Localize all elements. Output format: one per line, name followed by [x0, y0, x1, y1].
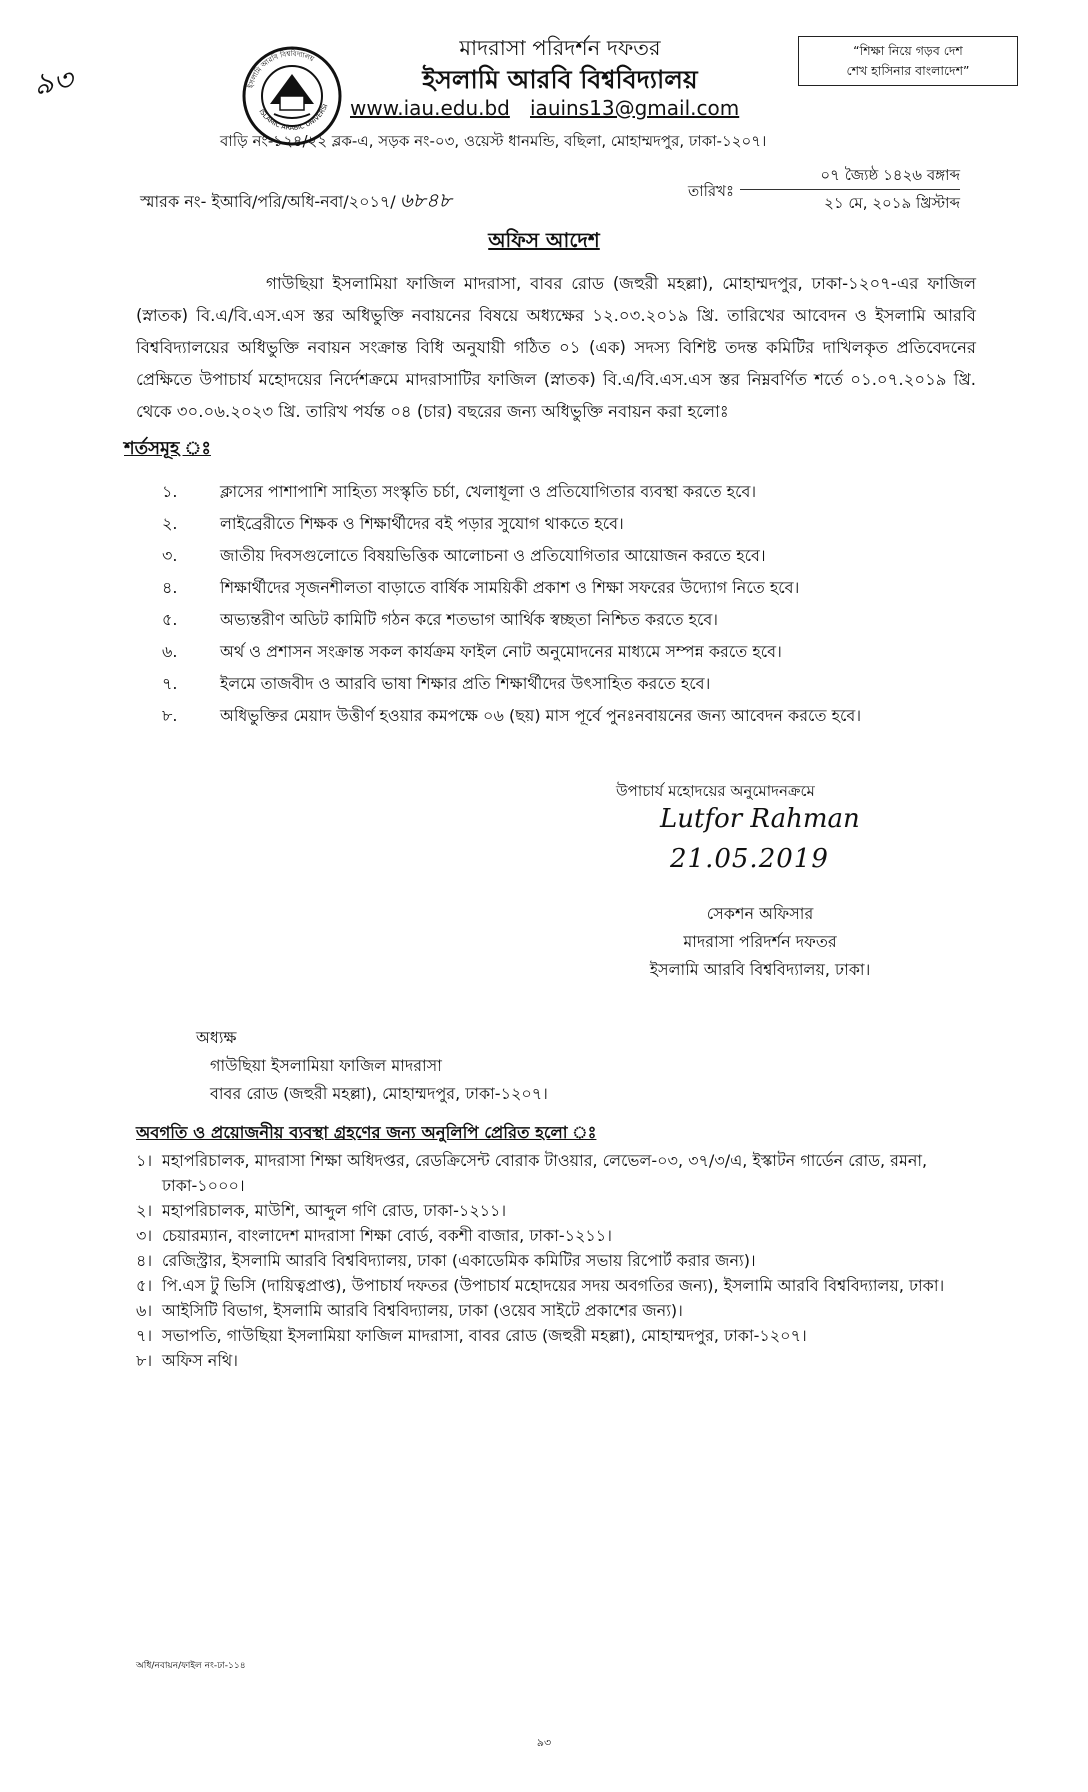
- email-link[interactable]: iauins13@gmail.com: [530, 96, 740, 120]
- conditions-title: শর্তসমূহ ঃ: [124, 438, 211, 459]
- condition-text: অভ্যন্তরীণ অডিট কামিটি গঠন করে শতভাগ আর্থিক স্বচ্ছতা নিশ্চিত করতে হবে।: [220, 610, 719, 629]
- slogan-line-1: “শিক্ষা নিয়ে গড়ব দেশ: [853, 43, 963, 58]
- office-address: বাড়ি নং-১২৪/২২ ব্লক-এ, সড়ক নং-০৩, ওয়েস্ট ধানমন্ডি, বছিলা, মোহাম্মদপুর, ঢাকা-১২০৭।: [220, 132, 767, 150]
- cc-title: অবগতি ও প্রয়োজনীয় ব্যবস্থা গ্রহণের জন্য অনুলিপি প্রেরিত হলো ঃ: [136, 1123, 597, 1142]
- condition-text: জাতীয় দিবসগুলোতে বিষয়ভিত্তিক আলোচনা ও প্রতিযোগিতার আয়োজন করতে হবে।: [220, 546, 766, 565]
- order-body: গাউছিয়া ইসলামিয়া ফাজিল মাদরাসা, বাবর রোড (জহুরী মহল্লা), মোহাম্মদপুর, ঢাকা-১২০৭-এর ফাজিল (স্নাতক) বি.এ/বি.এস.এস স্তর অধিভুক্তি নবায়নের বিষয়ে অধ্যক্ষের ১২.০৩.২০১৯ খ্রি. তারিখের আবেদন ও ইসলামি আরবি বিশ্ববিদ্যালয়ের অধিভুক্তি নবায়ন সংক্রান্ত বিধি অনুযায়ী গঠিত ০১ (এক) সদস্য বিশিষ্ট তদন্ত কমিটির দাখিলকৃত প্রতিবেদনের প্রেক্ষিতে উপাচার্য মহোদয়ের নির্দেশক্রমে মাদরাসাটির ফাজিল (স্নাতক) বি.এ/বি.এস.এস স্তর নিম্নবর্ণিত শর্তে ০১.০৭.২০১৯ খ্রি. থেকে ৩০.০৬.২০২৩ খ্রি. তারিখ পর্যন্ত ০৪ (চার) বছরের জন্য অধিভুক্তি নবায়ন করা হলোঃ: [136, 274, 976, 421]
- cc-item: [136, 1223, 976, 1248]
- cc-text: পি.এস টু ভিসি (দায়িত্বপ্রাপ্ত), উপাচার্য দফতর (উপাচার্য মহোদয়ের সদয় অবগতির জন্য), ইসলামি আরবি বিশ্ববিদ্যালয়, ঢাকা।: [162, 1276, 945, 1295]
- signatory-university: ইসলামি আরবি বিশ্ববিদ্যালয়, ঢাকা।: [649, 960, 871, 979]
- cc-list: [136, 1148, 976, 1373]
- condition-number: ২.: [162, 514, 178, 533]
- condition-text: অর্থ ও প্রশাসন সংক্রান্ত সকল কার্যক্রম ফাইল নোট অনুমোদনের মাধ্যমে সম্পন্ন করতে হবে।: [220, 642, 782, 661]
- slogan-line-2: শেখ হাসিনার বাংলাদেশ”: [846, 63, 970, 78]
- document-title-wrap: [0, 226, 1088, 259]
- condition-number: ৪.: [162, 578, 178, 597]
- handwritten-signature: Lutfor Rahman: [660, 804, 860, 834]
- cc-number: ১।: [136, 1151, 153, 1170]
- cc-item: [136, 1298, 976, 1323]
- cc-text: চেয়ারম্যান, বাংলাদেশ মাদরাসা শিক্ষা বোর্ড, বকশী বাজার, ঢাকা-১২১১।: [162, 1226, 612, 1245]
- condition-text: অধিভুক্তির মেয়াদ উত্তীর্ণ হওয়ার কমপক্ষে ০৬ (ছয়) মাস পূর্বে পুনঃনবায়নের জন্য আবেদন করতে হবে।: [220, 706, 862, 725]
- date-label: তারিখঃ: [688, 182, 734, 200]
- condition-item: [162, 636, 1042, 668]
- condition-item: [162, 700, 1042, 732]
- condition-text: ইলমে তাজবীদ ও আরবি ভাষা শিক্ষার প্রতি শিক্ষার্থীদের উৎসাহিত করতে হবে।: [220, 674, 711, 693]
- cc-text: মহাপরিচালক, মাদরাসা শিক্ষা অধিদপ্তর, রেডক্রিসেন্ট বোরাক টাওয়ার, লেভেল-০৩, ৩৭/৩/এ, ইস্কাটন গার্ডেন রোড, রমনা, ঢাকা-১০০০।: [162, 1151, 928, 1195]
- condition-item: [162, 508, 1042, 540]
- condition-text: শিক্ষার্থীদের সৃজনশীলতা বাড়াতে বার্ষিক সাময়িকী প্রকাশ ও শিক্ষা সফরের উদ্যোগ নিতে হবে।: [220, 578, 800, 597]
- university-name: ইসলামি আরবি বিশ্ববিদ্যালয়: [422, 65, 698, 94]
- document-title: অফিস আদেশ: [488, 228, 600, 252]
- recipient-block: [196, 1024, 548, 1108]
- cc-text: মহাপরিচালক, মাউশি, আব্দুল গণি রোড, ঢাকা-১২১১।: [162, 1201, 507, 1220]
- signatory-block: [560, 900, 960, 984]
- svg-text:ISLAMIC ARABIC UNIVERSITY: ISLAMIC ARABIC UNIVERSI: [257, 102, 330, 132]
- memo-number: ৬৮৪৮: [399, 188, 452, 212]
- condition-number: ৬.: [162, 642, 178, 661]
- condition-item: [162, 476, 1042, 508]
- condition-item: [162, 540, 1042, 572]
- memo-label: স্মারক নং- ইআবি/পরি/অধি-নবা/২০১৭/: [140, 192, 396, 211]
- signatory-designation: সেকশন অফিসার: [706, 904, 814, 923]
- condition-number: ১.: [162, 482, 178, 501]
- svg-text:ইসলামি আরবি বিশ্ববিদ্যালয়: ইসলামি আরবি বিশ্ববিদ্যালয়: [246, 49, 316, 89]
- condition-text: লাইব্রেরীতে শিক্ষক ও শিক্ষার্থীদের বই পড়ার সুযোগ থাকতে হবে।: [220, 514, 624, 533]
- recipient-institution: গাউছিয়া ইসলামিয়া ফাজিল মাদরাসা: [210, 1056, 442, 1075]
- cc-number: ৪।: [136, 1251, 153, 1270]
- cc-text: আইসিটি বিভাগ, ইসলামি আরবি বিশ্ববিদ্যালয়, ঢাকা (ওয়েব সাইটে প্রকাশের জন্য)।: [162, 1301, 683, 1320]
- file-reference-footnote: অধি/নবায়ন/ফাইল নং-ঢা-১১৪: [136, 1661, 246, 1671]
- condition-item: [162, 668, 1042, 700]
- cc-number: ৭।: [136, 1326, 153, 1345]
- recipient-address: বাবর রোড (জহুরী মহল্লা), মোহাম্মদপুর, ঢাকা-১২০৭।: [210, 1084, 548, 1103]
- cc-number: ৩।: [136, 1226, 153, 1245]
- cc-item: [136, 1323, 976, 1348]
- cc-text: রেজিস্ট্রার, ইসলামি আরবি বিশ্ববিদ্যালয়, ঢাকা (একাডেমিক কমিটির সভায় রিপোর্ট করার জন্য)।: [162, 1251, 756, 1270]
- page-number: ৯৩: [536, 1736, 552, 1749]
- website-link[interactable]: www.iau.edu.bd: [350, 96, 510, 120]
- signatory-office: মাদরাসা পরিদর্শন দফতর: [683, 932, 837, 951]
- office-name: মাদরাসা পরিদর্শন দফতর: [459, 36, 661, 60]
- cc-text: সভাপতি, গাউছিয়া ইসলামিয়া ফাজিল মাদরাসা, বাবর রোড (জহুরী মহল্লা), মোহাম্মদপুর, ঢাকা-১২০৭।: [162, 1326, 807, 1345]
- date-bangla: ০৭ জ্যৈষ্ঠ ১৪২৬ বঙ্গাব্দ: [740, 164, 960, 190]
- condition-item: [162, 572, 1042, 604]
- cc-item: [136, 1198, 976, 1223]
- margin-page-number: ৯৩: [31, 62, 76, 103]
- approval-note: উপাচার্য মহোদয়ের অনুমোদনক্রমে: [616, 782, 815, 800]
- condition-item: [162, 604, 1042, 636]
- condition-text: ক্লাসের পাশাপাশি সাহিত্য সংস্কৃতি চর্চা, খেলাধূলা ও প্রতিযোগিতার ব্যবস্থা করতে হবে।: [220, 482, 757, 501]
- cc-number: ৬।: [136, 1301, 153, 1320]
- cc-item: [136, 1148, 976, 1198]
- conditions-list: [162, 476, 1042, 732]
- condition-number: ৩.: [162, 546, 178, 565]
- cc-item: [136, 1273, 976, 1298]
- signature-date: 21.05.2019: [670, 844, 829, 874]
- condition-number: ৭.: [162, 674, 178, 693]
- condition-number: ৮.: [162, 706, 178, 725]
- cc-number: ২।: [136, 1201, 153, 1220]
- cc-number: ৮।: [136, 1351, 153, 1370]
- cc-item: [136, 1348, 976, 1373]
- condition-number: ৫.: [162, 610, 178, 629]
- memo-reference: [140, 186, 452, 219]
- cc-number: ৫।: [136, 1276, 153, 1295]
- cc-item: [136, 1248, 976, 1273]
- date-gregorian: ২১ মে, ২০১৯ খ্রিস্টাব্দ: [824, 194, 960, 212]
- recipient-title: অধ্যক্ষ: [196, 1028, 237, 1047]
- cc-text: অফিস নথি।: [162, 1351, 238, 1370]
- slogan-box: [798, 36, 1018, 86]
